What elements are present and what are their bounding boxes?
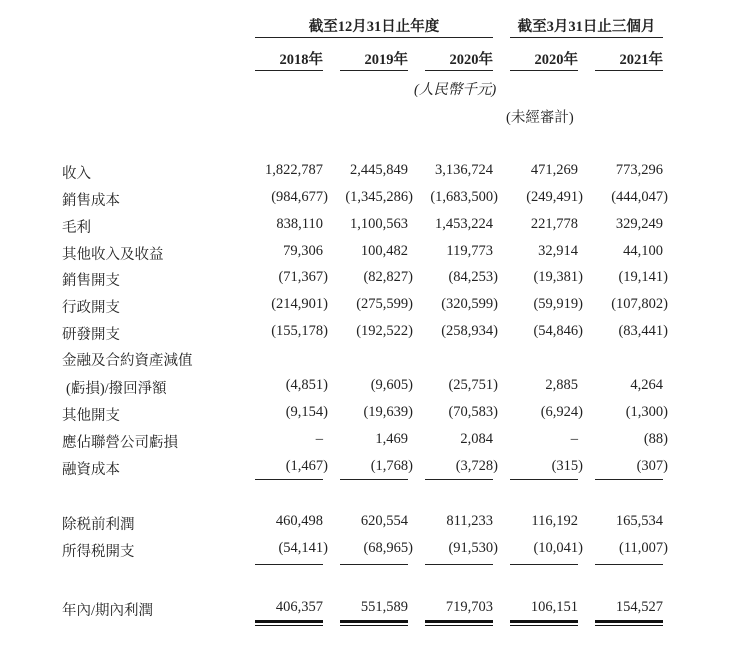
row-label: 應佔聯營公司虧損: [62, 435, 178, 451]
row-label: 毛利: [62, 220, 91, 236]
cell-value: (84,253): [448, 269, 498, 285]
cell-value: (1,683,500): [430, 189, 498, 205]
cell-value: 773,296: [615, 162, 663, 178]
cell-value: (91,530): [448, 540, 498, 556]
cell-value: (275,599): [356, 296, 413, 312]
cell-value: 79,306: [283, 243, 323, 259]
year-underline: [425, 70, 493, 71]
year-underline: [255, 70, 323, 71]
subtotal-underline: [510, 564, 578, 565]
total-double-underline: [510, 620, 578, 626]
row-label: 融資成本: [62, 462, 120, 478]
row-label: (虧損)/撥回淨額: [66, 381, 167, 397]
unaudited-note: (未經審計): [506, 110, 574, 126]
year-column-header: 2020年: [534, 52, 578, 68]
cell-value: (214,901): [271, 296, 328, 312]
row-label: 除税前利潤: [62, 517, 135, 533]
subtotal-underline: [340, 564, 408, 565]
row-label: 所得税開支: [62, 544, 135, 560]
year-underline: [595, 70, 663, 71]
subtotal-underline: [595, 564, 663, 565]
row-label: 研發開支: [62, 327, 120, 343]
cell-value: 44,100: [623, 243, 663, 259]
total-double-underline: [340, 620, 408, 626]
cell-value: (307): [636, 458, 668, 474]
cell-value: 116,192: [531, 513, 578, 529]
cell-value: 1,822,787: [265, 162, 323, 178]
cell-value: (1,300): [625, 404, 668, 420]
subtotal-underline: [425, 564, 493, 565]
subtotal-underline: [425, 479, 493, 480]
cell-value: (88): [643, 431, 668, 447]
cell-value: 460,498: [275, 513, 323, 529]
cell-value: (1,467): [285, 458, 328, 474]
cell-value: (59,919): [533, 296, 583, 312]
cell-value: 221,778: [530, 216, 578, 232]
year-column-header: 2021年: [619, 52, 663, 68]
cell-value: 2,084: [460, 431, 493, 447]
cell-value: 2,445,849: [350, 162, 408, 178]
cell-value: (315): [551, 458, 583, 474]
year-column-header: 2020年: [449, 52, 493, 68]
header-divider: [510, 37, 663, 38]
cell-value: (9,605): [370, 377, 413, 393]
row-label: 其他收入及收益: [62, 247, 164, 263]
quarter-group-header: 截至3月31日止三個月: [517, 19, 656, 35]
cell-value: (82,827): [363, 269, 413, 285]
cell-value: (68,965): [363, 540, 413, 556]
cell-value: (83,441): [618, 323, 668, 339]
cell-value: (54,141): [278, 540, 328, 556]
cell-value: (1,345,286): [345, 189, 413, 205]
row-label: 金融及合約資產減值: [62, 353, 193, 369]
cell-value: (54,846): [533, 323, 583, 339]
total-double-underline: [255, 620, 323, 626]
cell-value: (70,583): [448, 404, 498, 420]
cell-value: (258,934): [441, 323, 498, 339]
subtotal-underline: [255, 564, 323, 565]
year-column-header: 2018年: [279, 52, 323, 68]
row-label: 銷售成本: [62, 193, 120, 209]
total-double-underline: [595, 620, 663, 626]
cell-value: (3,728): [455, 458, 498, 474]
cell-value: 1,100,563: [350, 216, 408, 232]
cell-value: 3,136,724: [435, 162, 493, 178]
cell-value: 106,151: [530, 599, 578, 615]
cell-value: 154,527: [615, 599, 663, 615]
year-underline: [510, 70, 578, 71]
cell-value: (25,751): [448, 377, 498, 393]
cell-value: 719,703: [445, 599, 493, 615]
cell-value: 329,249: [615, 216, 663, 232]
cell-value: (155,178): [271, 323, 328, 339]
cell-value: (19,639): [363, 404, 413, 420]
cell-value: 811,233: [446, 513, 493, 529]
cell-value: 165,534: [615, 513, 663, 529]
cell-value: 1,469: [375, 431, 408, 447]
cell-value: 1,453,224: [435, 216, 493, 232]
cell-value: 100,482: [360, 243, 408, 259]
cell-value: (984,677): [271, 189, 328, 205]
cell-value: (19,141): [618, 269, 668, 285]
cell-value: –: [570, 431, 578, 447]
row-label: 行政開支: [62, 300, 120, 316]
cell-value: 471,269: [530, 162, 578, 178]
cell-value: 4,264: [630, 377, 663, 393]
header-divider: [255, 37, 493, 38]
cell-value: (9,154): [285, 404, 328, 420]
cell-value: (19,381): [533, 269, 583, 285]
row-label: 其他開支: [62, 408, 120, 424]
cell-value: (107,802): [611, 296, 668, 312]
currency-note: (人民幣千元): [414, 82, 497, 98]
cell-value: 32,914: [538, 243, 578, 259]
cell-value: (71,367): [278, 269, 328, 285]
cell-value: (1,768): [370, 458, 413, 474]
subtotal-underline: [595, 479, 663, 480]
cell-value: –: [315, 431, 323, 447]
year-underline: [340, 70, 408, 71]
year-group-header: 截至12月31日止年度: [308, 19, 440, 35]
year-column-header: 2019年: [364, 52, 408, 68]
total-double-underline: [425, 620, 493, 626]
cell-value: (6,924): [540, 404, 583, 420]
row-label: 收入: [62, 166, 91, 182]
cell-value: 119,773: [446, 243, 493, 259]
cell-value: 406,357: [275, 599, 323, 615]
cell-value: 551,589: [360, 599, 408, 615]
row-label: 銷售開支: [62, 273, 120, 289]
cell-value: (444,047): [611, 189, 668, 205]
cell-value: 2,885: [545, 377, 578, 393]
cell-value: (4,851): [285, 377, 328, 393]
subtotal-underline: [340, 479, 408, 480]
cell-value: (320,599): [441, 296, 498, 312]
subtotal-underline: [255, 479, 323, 480]
cell-value: (249,491): [526, 189, 583, 205]
cell-value: (192,522): [356, 323, 413, 339]
cell-value: 620,554: [360, 513, 408, 529]
cell-value: (10,041): [533, 540, 583, 556]
subtotal-underline: [510, 479, 578, 480]
cell-value: 838,110: [276, 216, 323, 232]
row-label: 年內/期內利潤: [62, 603, 154, 619]
cell-value: (11,007): [619, 540, 668, 556]
